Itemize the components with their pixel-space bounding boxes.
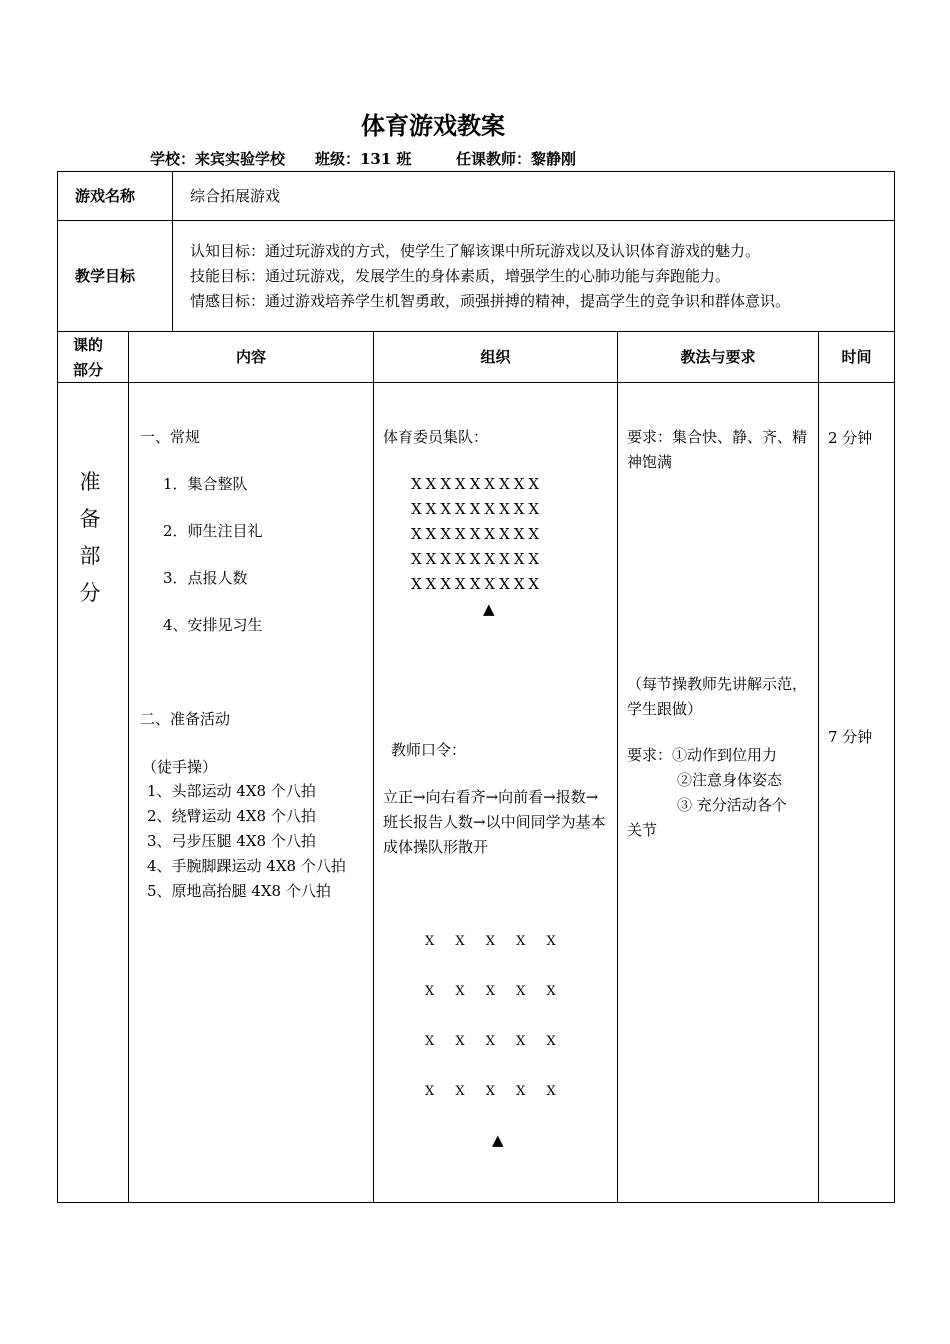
routine-item: 2．师生注目礼 (163, 522, 263, 540)
demonstration-note: （每节操教师先讲解示范，学生跟做） (627, 675, 808, 718)
formation-row: XXXXXXXXX (411, 525, 544, 543)
part-char: 部 (79, 544, 101, 568)
routine-item: 1．集合整队 (163, 475, 248, 493)
document-title: 体育游戏教案 (361, 111, 505, 140)
time-warmup: 7 分钟 (828, 728, 873, 746)
grid-row: X X X X X (425, 1084, 556, 1099)
objective-cognitive: 认知目标：通过玩游戏的方式，使学生了解该课中所玩游戏以及认识体育游戏的魅力。 (190, 242, 761, 260)
grid-row: X X X X X (425, 934, 556, 949)
routine-item: 3．点报人数 (163, 569, 248, 587)
teacher-marker-icon: ▲ (483, 600, 495, 618)
routine-title: 一、常规 (140, 428, 201, 446)
routine-item: 4、安排见习生 (163, 616, 263, 634)
formation-row: XXXXXXXXX (411, 550, 544, 568)
exercise-item: 2、绕臂运动 4X8 个八拍 (147, 807, 316, 825)
requirement-exercise: ③ 充分活动各个 (677, 796, 787, 814)
formation-row: XXXXXXXXX (411, 575, 544, 593)
warmup-title: 二、准备活动 (140, 710, 231, 728)
header-organization: 组织 (480, 348, 511, 366)
requirement-assembly: 要求：集合快、静、齐、精神饱满 (627, 428, 808, 471)
header-method: 教法与要求 (680, 348, 756, 366)
part-char: 备 (79, 507, 101, 531)
time-routine: 2 分钟 (828, 429, 873, 447)
teacher-marker-icon: ▲ (492, 1131, 504, 1149)
objective-skill: 技能目标：通过玩游戏，发展学生的身体素质，增强学生的心肺功能与奔跑能力。 (190, 267, 731, 285)
objective-affective: 情感目标：通过游戏培养学生机智勇敢，顽强拼搏的精神，提高学生的竞争识和群体意识。 (190, 292, 791, 310)
header-part-line2: 部分 (73, 361, 104, 379)
exercise-item: 3、弓步压腿 4X8 个八拍 (147, 832, 316, 850)
grid-row: X X X X X (425, 984, 556, 999)
requirement-exercise: 要求：①动作到位用力 (627, 746, 778, 764)
header-time: 时间 (841, 348, 872, 366)
exercise-item: 5、原地高抬腿 4X8 个八拍 (147, 882, 331, 900)
exercise-item: 4、手腕脚踝运动 4X8 个八拍 (147, 857, 346, 875)
header-content: 内容 (235, 348, 266, 366)
game-name-value: 综合拓展游戏 (190, 187, 281, 205)
school-label: 学校：来宾实验学校 (150, 150, 286, 168)
command-text: 立正→向右看齐→向前看→报数→班长报告人数→以中间同学为基本成体操队形散开 (383, 788, 606, 856)
part-char: 准 (79, 470, 101, 494)
assembly-label: 体育委员集队： (383, 428, 489, 446)
requirement-exercise: 关节 (627, 821, 658, 839)
formation-row: XXXXXXXXX (411, 475, 544, 493)
formation-row: XXXXXXXXX (411, 500, 544, 518)
freehand-label: （徒手操） (142, 758, 218, 776)
command-label: 教师口令： (391, 741, 467, 759)
class-label: 班级：131 班 (315, 150, 412, 168)
header-part-line1: 课的 (73, 336, 104, 354)
game-name-label: 游戏名称 (75, 187, 136, 205)
grid-row: X X X X X (425, 1034, 556, 1049)
objective-label: 教学目标 (75, 267, 136, 285)
requirement-exercise: ②注意身体姿态 (677, 771, 783, 789)
exercise-item: 1、头部运动 4X8 个八拍 (147, 782, 316, 800)
teacher-label: 任课教师：黎静刚 (456, 150, 577, 168)
part-char: 分 (79, 581, 101, 605)
